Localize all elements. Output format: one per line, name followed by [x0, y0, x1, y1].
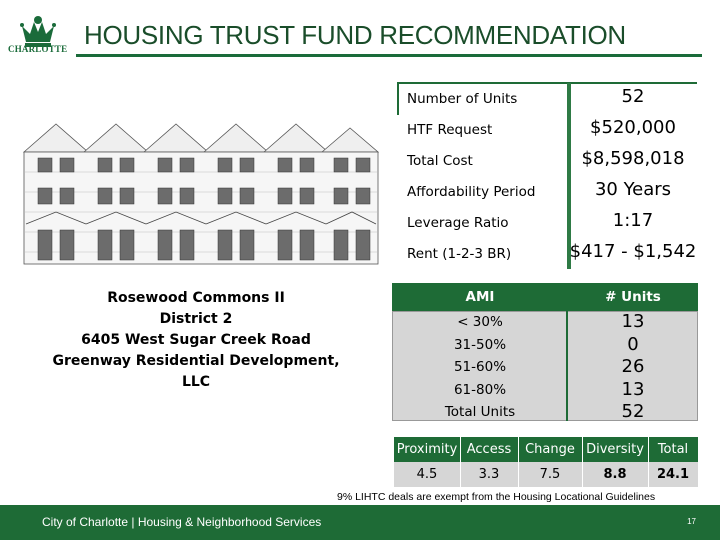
- project-developer-suffix: LLC: [181, 374, 211, 390]
- metric-label: Rent (1-2-3 BR): [407, 246, 512, 262]
- logo-wordmark: CHARLOTTE: [8, 44, 68, 54]
- score-value-access: 3.3: [478, 467, 500, 482]
- metric-value: $520,000: [590, 117, 676, 138]
- project-info: [40, 288, 352, 393]
- metric-label: Total Cost: [407, 153, 473, 169]
- metric-row-rent: [397, 238, 697, 269]
- score-value-diversity: 8.8: [603, 467, 627, 482]
- ami-total-label: Total Units: [444, 404, 516, 420]
- score-divider: [648, 437, 649, 487]
- metric-row-units: [397, 83, 697, 114]
- title-underline: [76, 54, 702, 57]
- score-header-diversity: Diversity: [586, 442, 644, 457]
- metric-value: 52: [621, 86, 645, 107]
- score-header-change: Change: [525, 442, 575, 457]
- metric-label: HTF Request: [407, 122, 493, 138]
- project-name: Rosewood Commons II: [107, 290, 285, 306]
- ami-cell: 31-50%: [453, 336, 507, 353]
- lihtc-note: 9% LIHTC deals are exempt from the Housing Locational Guidelines: [337, 491, 656, 503]
- metric-value: 30 Years: [594, 179, 672, 200]
- page-number: 17: [687, 517, 696, 526]
- units-cell: 26: [621, 356, 645, 377]
- metric-row-affordability: [397, 176, 697, 207]
- ami-column: [392, 311, 568, 424]
- score-header-proximity: Proximity: [396, 442, 458, 457]
- metric-row-leverage: [397, 207, 697, 238]
- project-district: District 2: [159, 311, 233, 327]
- score-divider: [460, 437, 461, 487]
- units-cell: 0: [627, 333, 639, 355]
- units-total: 52: [621, 401, 645, 422]
- score-header-access: Access: [466, 442, 512, 457]
- units-cell: 13: [621, 378, 645, 400]
- metric-label: Affordability Period: [407, 184, 536, 200]
- score-divider: [582, 437, 583, 487]
- metric-label: Number of Units: [407, 91, 518, 107]
- project-address: 6405 West Sugar Creek Road: [81, 332, 311, 348]
- ami-table: [392, 283, 698, 423]
- metric-value: $8,598,018: [581, 148, 685, 169]
- metric-label: Leverage Ratio: [407, 215, 509, 231]
- ami-header: AMI: [392, 283, 568, 311]
- metric-row-htf-request: [397, 114, 697, 145]
- units-cell: 13: [621, 311, 645, 332]
- score-divider: [518, 437, 519, 487]
- score-value-total: 24.1: [656, 467, 690, 482]
- metric-row-total-cost: [397, 145, 697, 176]
- ami-cell: 61-80%: [453, 381, 507, 398]
- score-table: [394, 437, 698, 489]
- footer-text: City of Charlotte | Housing & Neighborhood Services: [42, 515, 322, 529]
- metric-value: 1:17: [612, 210, 654, 231]
- ami-cell: < 30%: [457, 314, 503, 330]
- score-header-total: Total: [657, 442, 689, 457]
- score-value-proximity: 4.5: [416, 467, 438, 482]
- page-title: HOUSING TRUST FUND RECOMMENDATION: [84, 20, 626, 50]
- project-developer: Greenway Residential Development,: [52, 353, 340, 369]
- building-rendering-image: [16, 112, 382, 270]
- units-column: [568, 311, 698, 424]
- units-header: # Units: [568, 283, 698, 311]
- metric-value: $417 - $1,542: [569, 241, 697, 262]
- footer-bar: [0, 505, 720, 540]
- ami-cell: 51-60%: [453, 359, 507, 375]
- score-value-change: 7.5: [539, 467, 561, 482]
- metrics-table: [397, 83, 697, 269]
